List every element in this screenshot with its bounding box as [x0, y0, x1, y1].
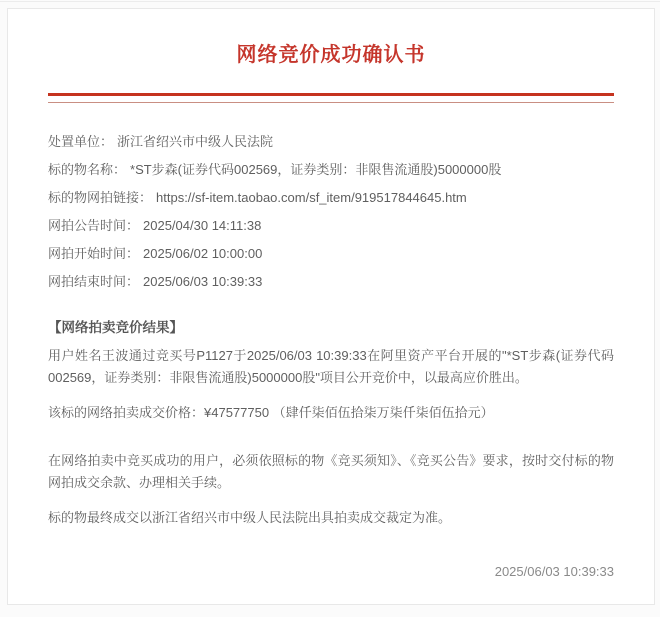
- final-ruling-note: 标的物最终成交以浙江省绍兴市中级人民法院出具拍卖成交裁定为准。: [48, 510, 452, 525]
- page-top-divider: [0, 0, 660, 2]
- title-divider-thin-line: [48, 102, 614, 103]
- page-title: 网络竞价成功确认书: [236, 44, 426, 66]
- result-section-heading: 【网络拍卖竞价结果】: [48, 320, 183, 335]
- title-divider: [48, 93, 614, 103]
- info-line-item-name: [48, 161, 614, 179]
- disposal-unit-value: 浙江省绍兴市中级人民法院: [117, 134, 274, 149]
- announce-time-label: 网拍公告时间：: [48, 218, 140, 233]
- disposal-unit-label: 处置单位：: [48, 134, 114, 149]
- end-time-value: 2025/06/03 10:39:33: [143, 274, 263, 289]
- confirmation-document-card: [7, 8, 655, 605]
- footer-timestamp: 2025/06/03 10:39:33: [494, 564, 614, 579]
- announce-time-value: 2025/04/30 14:11:38: [143, 218, 262, 233]
- info-line-disposal-unit: [48, 133, 614, 151]
- info-line-auction-link: [48, 189, 614, 207]
- obligation-note: 在网络拍卖中竞买成功的用户，必须依照标的物《竞买须知》、《竞买公告》要求，按时交付标的物网拍成交余款、办理相关手续。: [48, 453, 614, 490]
- title-divider-thick-line: [48, 93, 614, 96]
- result-paragraph: 用户姓名王波通过竞买号P1127于2025/06/03 10:39:33在阿里资产平台开展的"*ST步森(证券代码002569，证券类别：非限售流通股)5000000股"项目公开竞价中，以最高应价胜出。: [48, 348, 614, 385]
- info-line-end-time: [48, 273, 614, 291]
- item-name-value: *ST步森(证券代码002569，证券类别：非限售流通股)5000000股: [130, 162, 502, 177]
- start-time-value: 2025/06/02 10:00:00: [143, 246, 263, 261]
- auction-info-list: [48, 133, 614, 291]
- final-price-line: 该标的网络拍卖成交价格：¥47577750 （肆仟柒佰伍拾柒万柒仟柒佰伍拾元）: [48, 405, 494, 420]
- auction-link-label: 标的物网拍链接：: [48, 190, 153, 205]
- info-line-start-time: [48, 245, 614, 263]
- start-time-label: 网拍开始时间：: [48, 246, 140, 261]
- auction-link-url: https://sf-item.taobao.com/sf_item/919517844645.htm: [156, 190, 467, 205]
- info-line-announce-time: [48, 217, 614, 235]
- end-time-label: 网拍结束时间：: [48, 274, 140, 289]
- item-name-label: 标的物名称：: [48, 162, 127, 177]
